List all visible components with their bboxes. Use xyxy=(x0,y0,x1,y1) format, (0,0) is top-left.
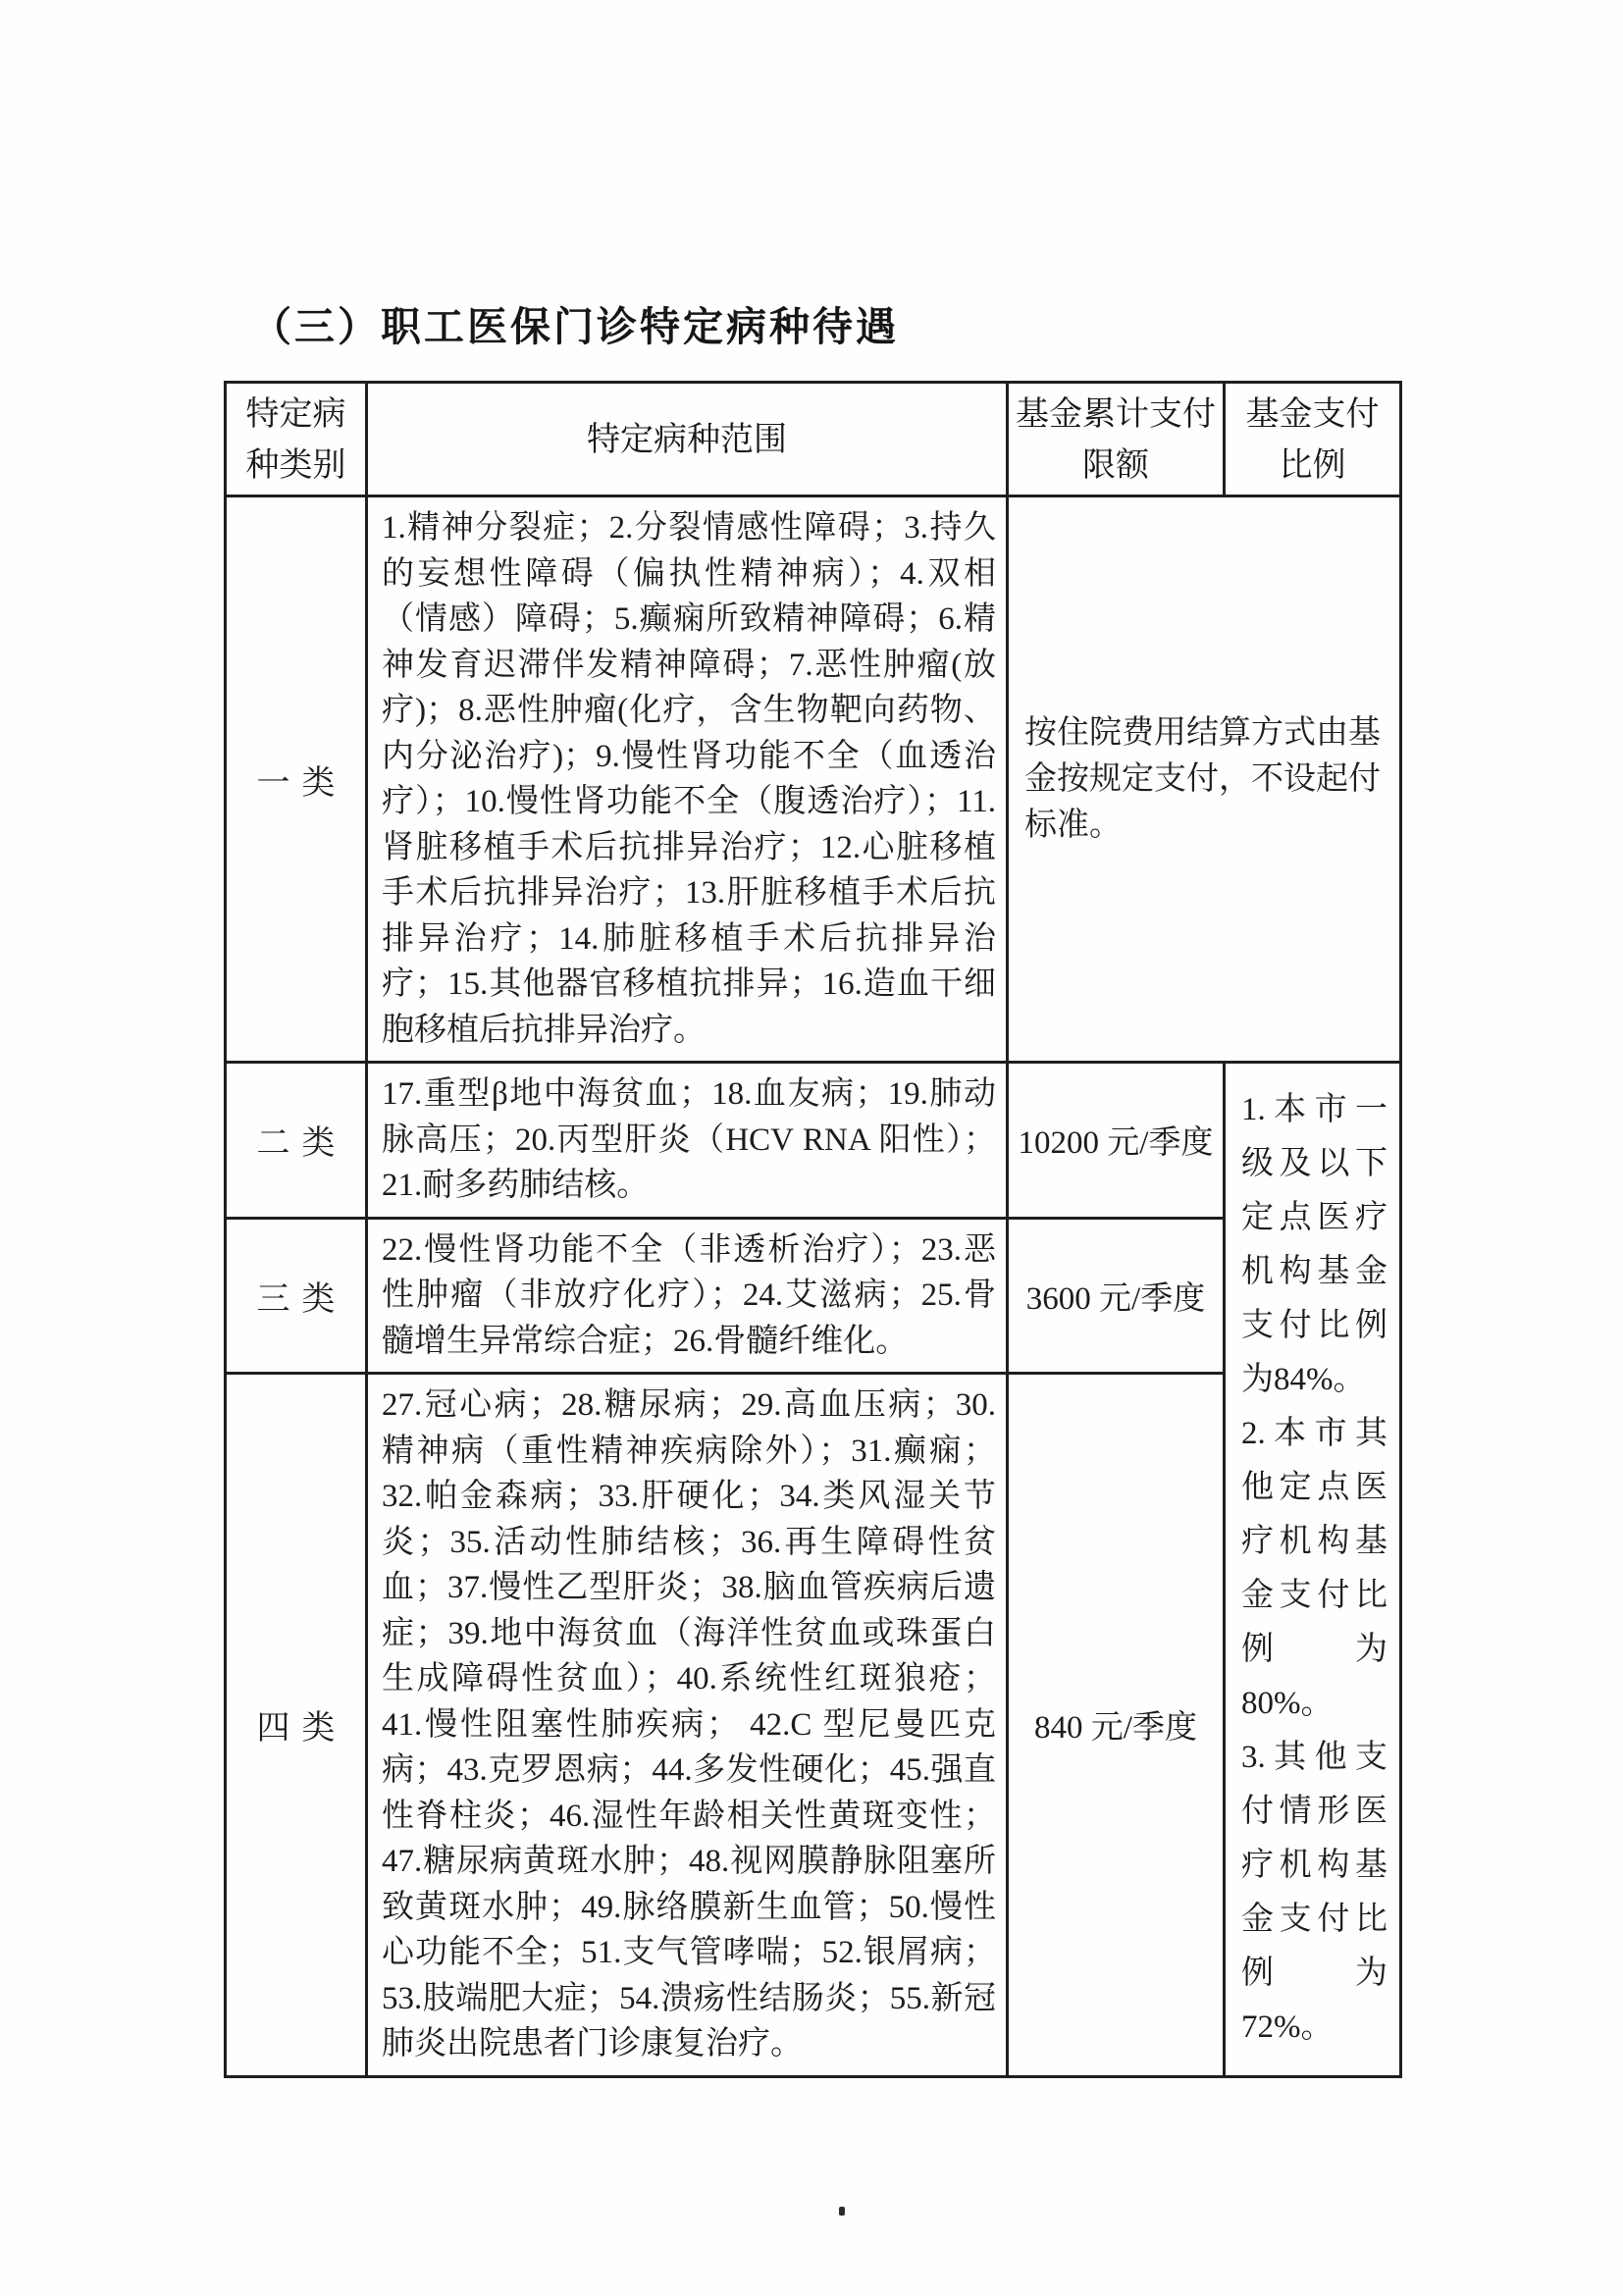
category-3-limit: 3600 元/季度 xyxy=(1008,1218,1225,1374)
header-limit-cell xyxy=(1008,383,1225,496)
table-header-row xyxy=(226,383,1401,496)
header-ratio-cell xyxy=(1225,383,1401,496)
ratio-note-3: 3.其他支付情形医疗机构基金支付比例为72%。 xyxy=(1241,1740,1387,2046)
category-2-limit: 10200 元/季度 xyxy=(1008,1063,1225,1219)
scan-speck-artifact xyxy=(839,2207,845,2216)
header-scope-label: 特定病种范围 xyxy=(587,420,787,458)
ratio-note-2: 2.本市其他定点医疗机构基金支付比例为80%。 xyxy=(1241,1416,1387,1722)
category-1-label: 一类 xyxy=(226,496,367,1063)
category-4-label: 四类 xyxy=(226,1374,367,2077)
category-3-label: 三类 xyxy=(226,1218,367,1374)
category-4-limit: 840 元/季度 xyxy=(1008,1374,1225,2077)
category-2-label: 二类 xyxy=(226,1063,367,1219)
benefits-table xyxy=(224,381,1402,2078)
category-1-scope: 1.精神分裂症；2.分裂情感性障碍；3.持久的妄想性障碍（偏执性精神病）；4.双相（情感）障碍；5.癫痫所致精神障碍；6.精神发育迟滞伴发精神障碍；7.恶性肿瘤(放疗)；8.恶性肿瘤(化疗，含生物靶向药物、内分泌治疗)；9.慢性肾功能不全（血透治疗）；10.慢性肾功能不全（腹透治疗）；11.肾脏移植手术后抗排异治疗；12.心脏移植手术后抗排异治疗；13.肝脏移植手术后抗排异治疗；14.肺脏移植手术后抗排异治疗；15.其他器官移植抗排异；16.造血干细胞移植后抗排异治疗。 xyxy=(367,496,1008,1063)
ratio-note-1: 1.本市一级及以下定点医疗机构基金支付比例为84%。 xyxy=(1241,1092,1387,1398)
header-category-label: 特定病种类别 xyxy=(245,394,346,484)
category-4-scope: 27.冠心病；28.糖尿病；29.高血压病；30.精神病（重性精神疾病除外）；31.癫痫；32.帕金森病；33.肝硬化；34.类风湿关节炎；35.活动性肺结核；36.再生障碍性贫血；37.慢性乙型肝炎；38.脑血管疾病后遗症；39.地中海贫血（海洋性贫血或珠蛋白生成障碍性贫血）；40.系统性红斑狼疮；41.慢性阻塞性肺疾病； 42.C 型尼曼匹克病；43.克罗恩病；44.多发性硬化；45.强直性脊柱炎；46.湿性年龄相关性黄斑变性；47.糖尿病黄斑水肿；48.视网膜静脉阻塞所致黄斑水肿；49.脉络膜新生血管；50.慢性心功能不全；51.支气管哮喘；52.银屑病；53.肢端肥大症；54.溃疡性结肠炎；55.新冠肺炎出院患者门诊康复治疗。 xyxy=(367,1374,1008,2077)
category-2-scope: 17.重型β地中海贫血；18.血友病；19.肺动脉高压；20.丙型肝炎（HCV RNA 阳性）；21.耐多药肺结核。 xyxy=(367,1063,1008,1219)
header-scope-cell xyxy=(367,383,1008,496)
table-row-category-2 xyxy=(226,1063,1401,1219)
section-title: （三）职工医保门诊特定病种待遇 xyxy=(251,304,899,349)
fund-ratio-notes-cell xyxy=(1225,1063,1401,2077)
category-1-payment-note: 按住院费用结算方式由基金按规定支付，不设起付标准。 xyxy=(1008,496,1401,1063)
header-category-cell xyxy=(226,383,367,496)
header-limit-label: 基金累计支付限额 xyxy=(1015,394,1216,484)
table-row-category-1 xyxy=(226,496,1401,1063)
category-3-scope: 22.慢性肾功能不全（非透析治疗）；23.恶性肿瘤（非放疗化疗）；24.艾滋病；25.骨髓增生异常综合症；26.骨髓纤维化。 xyxy=(367,1218,1008,1374)
header-ratio-label: 基金支付比例 xyxy=(1245,394,1380,484)
